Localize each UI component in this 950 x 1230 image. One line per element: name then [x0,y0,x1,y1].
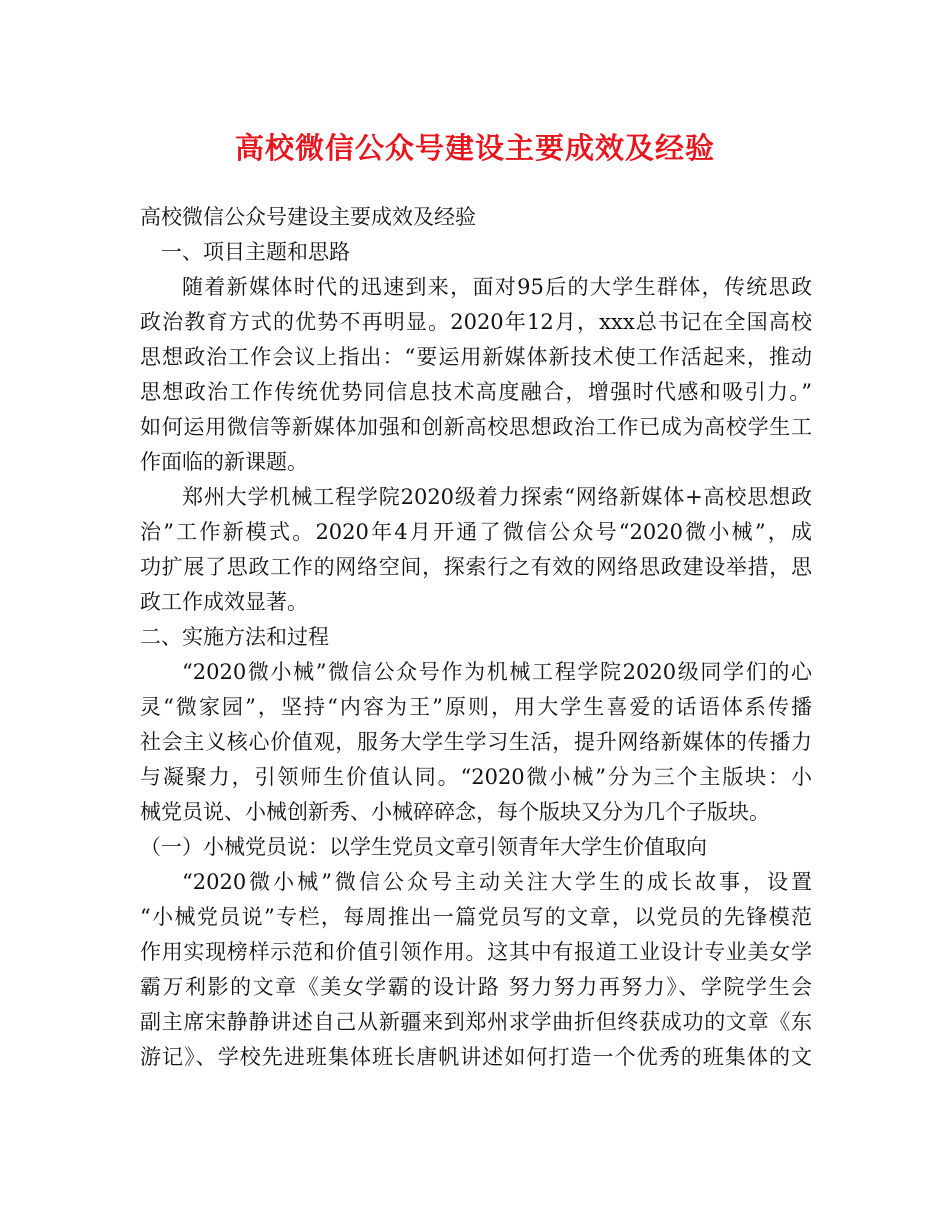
paragraph-line: “2020微小械”微信公众号主动关注大学生的成长故事，设置 [182,870,812,894]
paragraph-line: 游记》、学校先进班集体班长唐帆讲述如何打造一个优秀的班集体的文 [140,1045,812,1069]
paragraph-line: 政工作成效显著。 [140,590,308,614]
paragraph-line: 功扩展了思政工作的网络空间，探索行之有效的网络思政建设举措，思 [140,555,812,579]
paragraph-line: 与凝聚力，引领师生价值认同。“2020微小械”分为三个主版块：小 [140,765,812,789]
paragraph-line: “2020微小械”微信公众号作为机械工程学院2020级同学们的心 [182,660,812,684]
document-body [140,200,812,1075]
paragraph-line: 高校微信公众号建设主要成效及经验 [140,205,476,229]
paragraph-line: 如何运用微信等新媒体加强和创新高校思想政治工作已成为高校学生工 [140,415,812,439]
paragraph-line: 作用实现榜样示范和价值引领作用。这其中有报道工业设计专业美女学 [140,940,812,964]
paragraph-line: 械党员说、小械创新秀、小械碎碎念，每个版块又分为几个子版块。 [140,800,770,824]
paragraph-line: （一）小械党员说：以学生党员文章引领青年大学生价值取向 [140,835,707,859]
paragraph-line: 治”工作新模式。2020年4月开通了微信公众号“2020微小械”，成 [140,520,812,544]
paragraph-line: 社会主义核心价值观，服务大学生学习生活，提升网络新媒体的传播力 [140,730,812,754]
paragraph-line: 思想政治工作会议上指出：“要运用新媒体新技术使工作活起来，推动 [140,345,812,369]
paragraph-line: “小械党员说”专栏，每周推出一篇党员写的文章，以党员的先锋模范 [140,905,812,929]
paragraph-line: 霸万利影的文章《美女学霸的设计路 努力努力再努力》、学院学生会 [140,975,812,999]
paragraph-line: 政治教育方式的优势不再明显。2020年12月，xxx总书记在全国高校 [140,310,812,334]
paragraph-line: 作面临的新课题。 [140,450,308,474]
paragraph-line: 副主席宋静静讲述自己从新疆来到郑州求学曲折但终获成功的文章《东 [140,1010,812,1034]
paragraph-line: 随着新媒体时代的迅速到来，面对95后的大学生群体，传统思政 [182,275,812,299]
paragraph-line: 一、项目主题和思路 [161,240,350,264]
paragraph-line: 郑州大学机械工程学院2020级着力探索“网络新媒体+高校思想政 [182,485,812,509]
paragraph-line: 思想政治工作传统优势同信息技术高度融合，增强时代感和吸引力。” [140,380,812,404]
document-title: 高校微信公众号建设主要成效及经验 [234,131,715,165]
paragraph-line: 灵“微家园”，坚持“内容为王”原则，用大学生喜爱的话语体系传播 [140,695,812,719]
paragraph-line: 二、实施方法和过程 [140,625,329,649]
